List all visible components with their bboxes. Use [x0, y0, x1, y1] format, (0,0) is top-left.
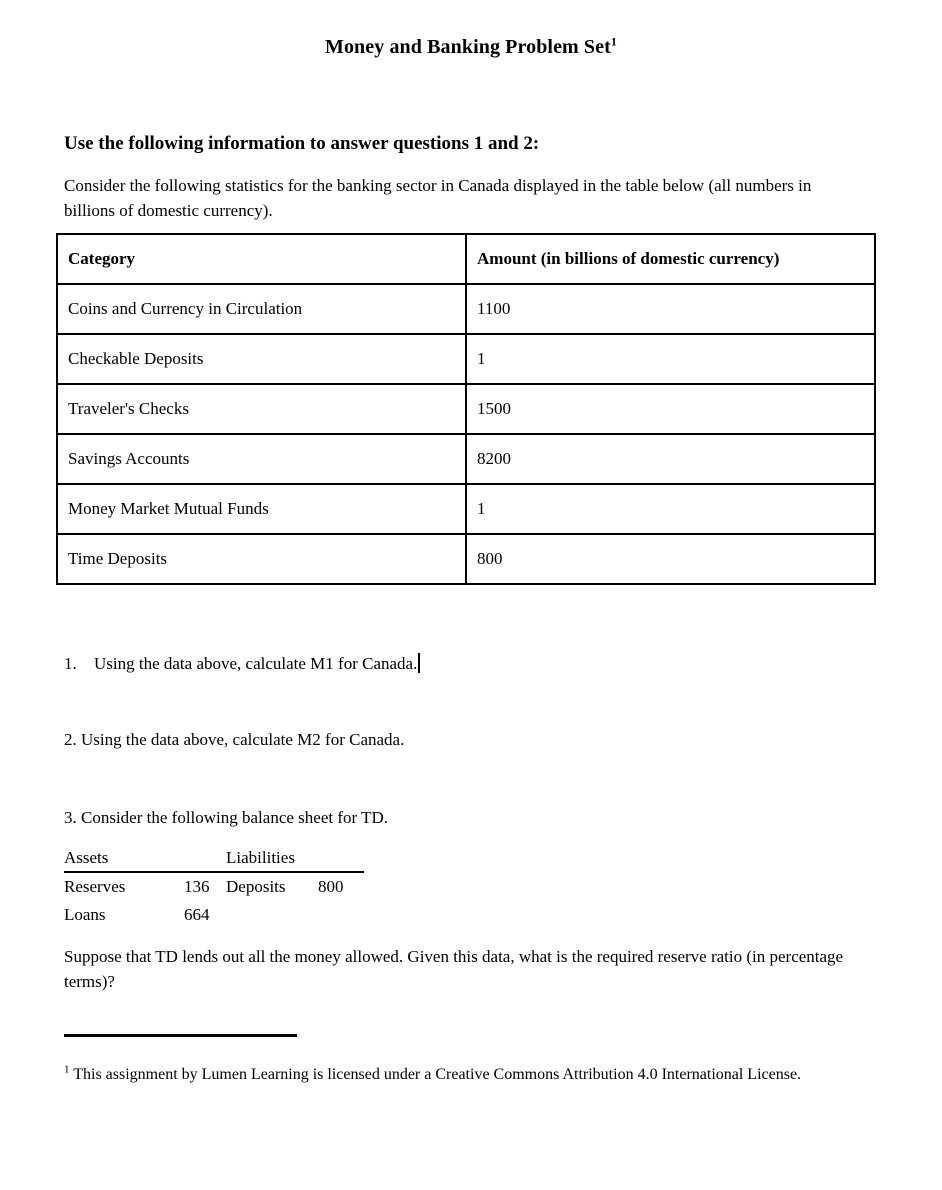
- balance-sheet-assets-amount-header: [184, 845, 226, 872]
- asset-name: Reserves: [64, 877, 126, 896]
- page-title-text: Money and Banking Problem Set: [324, 36, 611, 58]
- cell-amount: 8200: [466, 434, 875, 484]
- cell-category: Traveler's Checks: [57, 384, 466, 434]
- table-row: [57, 284, 875, 334]
- closing-paragraph: Suppose that TD lends out all the money allowed. Given this data, what is the required reserve ratio (in percentage terms)?: [64, 947, 844, 991]
- cell-category: Coins and Currency in Circulation: [57, 284, 466, 334]
- liability-name: [226, 901, 318, 929]
- question-1[interactable]: [64, 652, 764, 676]
- table-row: [57, 434, 875, 484]
- title-footnote-marker: 1: [610, 34, 617, 49]
- table-header-row: [57, 234, 875, 284]
- balance-sheet-liabilities-header: Liabilities: [226, 845, 318, 872]
- page-title: [0, 36, 942, 59]
- balance-sheet-row: [64, 901, 364, 929]
- table-row: [57, 334, 875, 384]
- footnote-marker: 1: [64, 1063, 70, 1076]
- instruction-heading: Use the following information to answer questions 1 and 2:: [64, 133, 540, 154]
- question-1-text: Using the data above, calculate M1 for Canada.: [94, 654, 418, 673]
- asset-amount: 664: [184, 905, 210, 924]
- text-cursor-caret: [418, 653, 420, 673]
- table-row: [57, 384, 875, 434]
- balance-sheet-header-row: [64, 845, 364, 872]
- column-header-category: Category: [57, 234, 466, 284]
- table-row: [57, 534, 875, 584]
- cell-category: Savings Accounts: [57, 434, 466, 484]
- column-header-amount: Amount (in billions of domestic currency): [466, 234, 875, 284]
- liability-amount: [318, 901, 364, 929]
- balance-sheet-row: [64, 872, 364, 901]
- banking-statistics-table: [56, 233, 876, 585]
- cell-category: Checkable Deposits: [57, 334, 466, 384]
- cell-category: Time Deposits: [57, 534, 466, 584]
- footnote: [64, 1062, 844, 1087]
- cell-amount: 1: [466, 484, 875, 534]
- cell-amount: 800: [466, 534, 875, 584]
- liability-amount: 800: [318, 877, 344, 896]
- question-3[interactable]: 3. Consider the following balance sheet for TD.: [64, 808, 389, 827]
- balance-sheet-table: [64, 845, 364, 929]
- asset-name: Loans: [64, 905, 106, 924]
- cell-category: Money Market Mutual Funds: [57, 484, 466, 534]
- question-1-number: 1.: [64, 654, 77, 673]
- balance-sheet-liabilities-amount-header: [318, 845, 364, 872]
- asset-amount: 136: [184, 877, 210, 896]
- footnote-separator: [64, 1034, 297, 1037]
- balance-sheet-assets-header: Assets: [64, 845, 184, 872]
- cell-amount: 1100: [466, 284, 875, 334]
- liability-name: Deposits: [226, 877, 286, 896]
- question-2[interactable]: 2. Using the data above, calculate M2 for Canada.: [64, 730, 405, 749]
- cell-amount: 1500: [466, 384, 875, 434]
- table-row: [57, 484, 875, 534]
- cell-amount: 1: [466, 334, 875, 384]
- instruction-paragraph: Consider the following statistics for the banking sector in Canada displayed in the table below (all numbers in billions of domestic currency).: [64, 176, 812, 220]
- footnote-text: This assignment by Lumen Learning is licensed under a Creative Commons Attribution 4.0 International License.: [73, 1066, 802, 1083]
